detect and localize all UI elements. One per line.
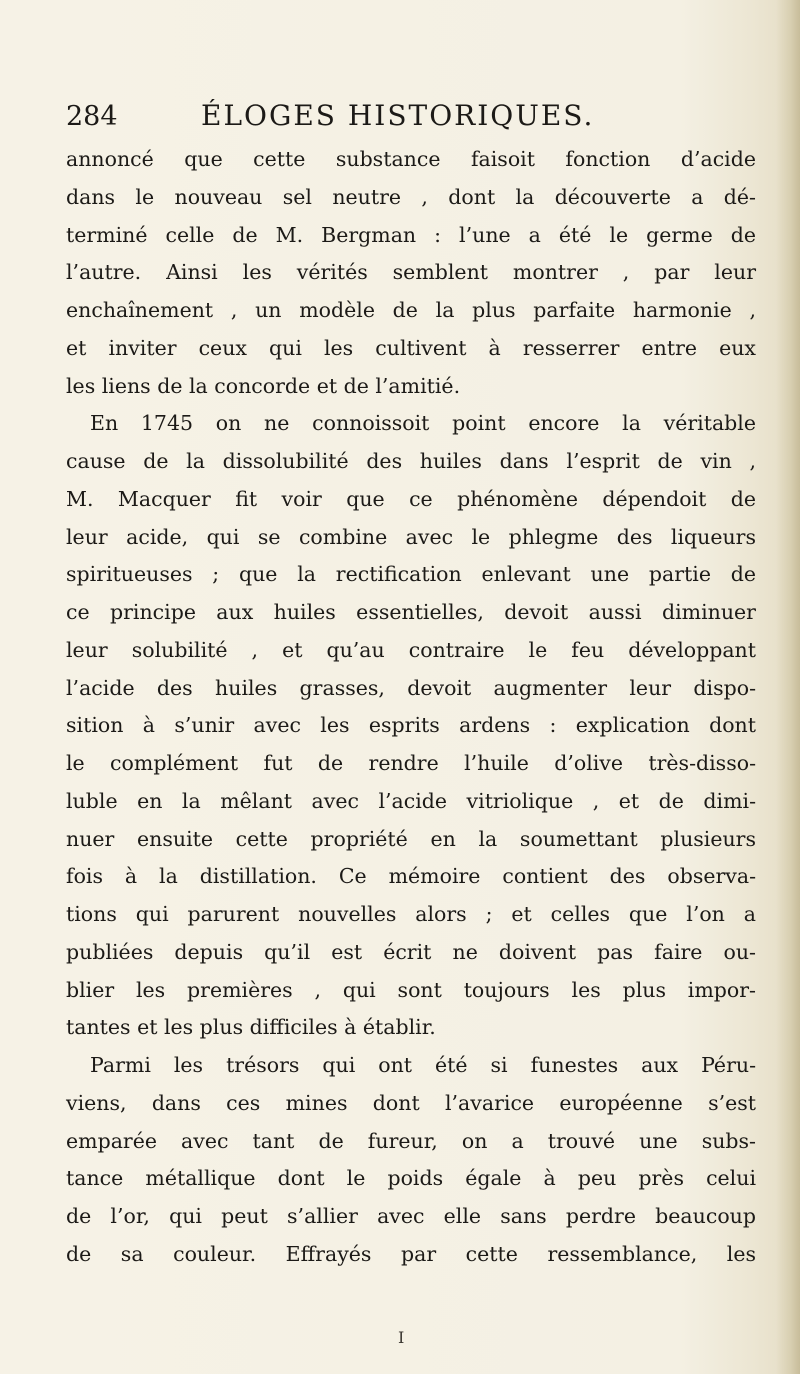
paragraph-start-line: En 1745 on ne connoissoit point encore la véritable — [90, 411, 756, 436]
text-line: tance métallique dont le poids égale à peu près celui — [66, 1166, 756, 1191]
text-line: de l’or, qui peut s’allier avec elle sans perdre beaucoup — [66, 1204, 756, 1228]
text-line: de sa couleur. Effrayés par cette ressemblance, les — [66, 1241, 756, 1266]
paragraph-end-line: les liens de la concorde et de l’amitié. — [66, 373, 461, 398]
text-line: fois à la distillation. Ce mémoire contient des observa- — [66, 864, 756, 889]
signature-mark: I — [398, 1328, 405, 1347]
text-line: M. Macquer fit voir que ce phénomène dépendoit de — [66, 486, 756, 511]
text-line: le complément fut de rendre l’huile d’olive très-disso- — [66, 751, 756, 775]
text-line: blier les premières , qui sont toujours les plus impor- — [66, 977, 756, 1002]
text-line: emparée avec tant de fureur, on a trouvé une subs- — [66, 1128, 756, 1153]
running-title: ÉLOGES HISTORIQUES. — [201, 99, 595, 132]
paragraph-start-line: Parmi les trésors qui ont été si funestes aux Péru- — [90, 1053, 756, 1077]
text-line: l’autre. Ainsi les vérités semblent montrer , par leur — [66, 260, 756, 285]
text-line: sition à s’unir avec les esprits ardens : explication dont — [66, 713, 756, 738]
text-line: leur acide, qui se combine avec le phlegme des liqueurs — [66, 524, 756, 549]
page-edge-shadow — [776, 0, 800, 1374]
text-line: leur solubilité , et qu’au contraire le feu développant — [66, 637, 756, 662]
text-line: viens, dans ces mines dont l’avarice européenne s’est — [66, 1090, 756, 1115]
paragraph-end-line: tantes et les plus difficiles à établir. — [66, 1015, 436, 1040]
text-line: ce principe aux huiles essentielles, devoit aussi diminuer — [66, 600, 756, 624]
text-line: dans le nouveau sel neutre , dont la découverte a dé- — [66, 184, 756, 209]
text-line: luble en la mêlant avec l’acide vitriolique , et de dimi- — [66, 788, 756, 813]
text-line: spiritueuses ; que la rectification enlevant une partie de — [66, 562, 756, 587]
text-line: l’acide des huiles grasses, devoit augmenter leur dispo- — [66, 675, 756, 700]
text-line: tions qui parurent nouvelles alors ; et celles que l’on a — [66, 902, 756, 926]
text-line: annoncé que cette substance faisoit fonction d’acide — [66, 147, 756, 171]
page-header — [66, 97, 756, 139]
text-line: nuer ensuite cette propriété en la soumettant plusieurs — [66, 826, 756, 851]
text-line: publiées depuis qu’il est écrit ne doivent pas faire ou- — [66, 939, 756, 964]
text-line: terminé celle de M. Bergman : l’une a été le germe de — [66, 222, 756, 247]
body-text — [66, 141, 756, 1274]
text-line: enchaînement , un modèle de la plus parfaite harmonie , — [66, 298, 756, 322]
text-line: et inviter ceux qui les cultivent à resserrer entre eux — [66, 335, 756, 360]
page-number: 284 — [66, 101, 118, 132]
text-line: cause de la dissolubilité des huiles dans l’esprit de vin , — [66, 449, 756, 473]
